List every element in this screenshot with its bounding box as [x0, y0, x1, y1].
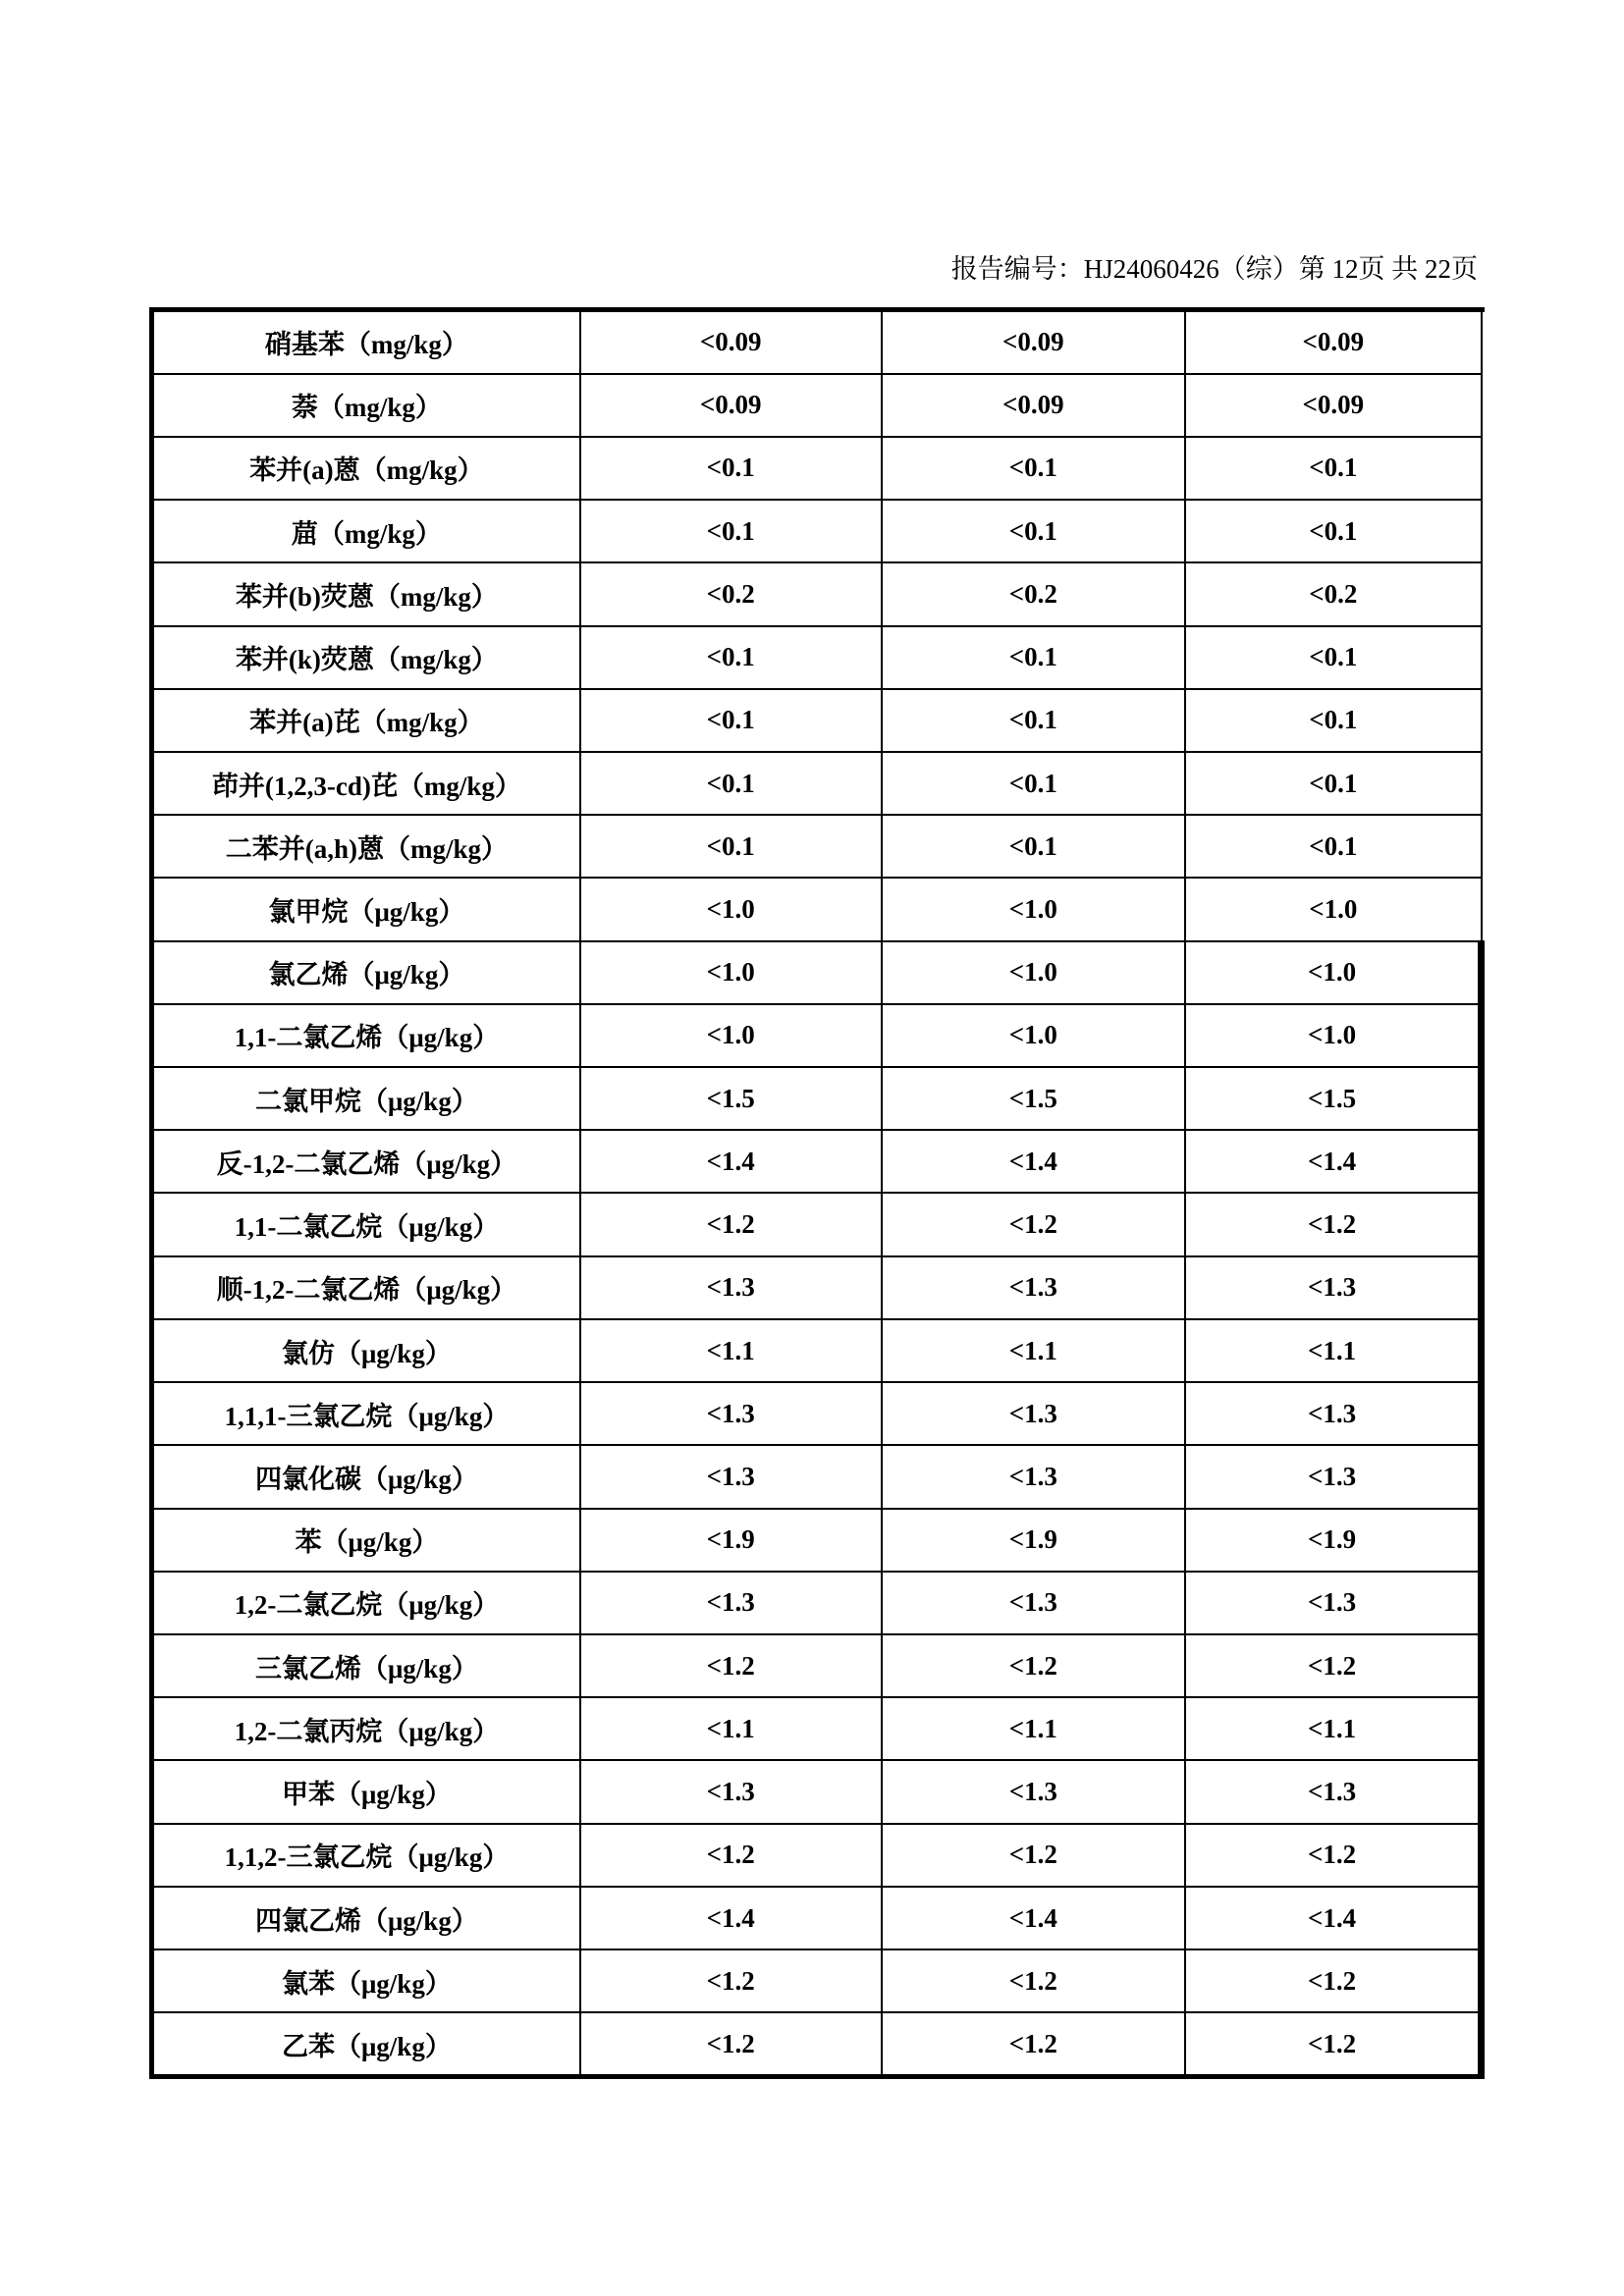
result-value-cell: <0.1 [1185, 500, 1481, 562]
result-value-cell: <0.1 [580, 689, 882, 752]
table-row [154, 1382, 1482, 1445]
result-value-cell: <1.2 [580, 1193, 882, 1255]
table-row [154, 815, 1482, 878]
result-value-cell: <0.09 [580, 374, 882, 437]
result-value-cell: <1.3 [882, 1445, 1185, 1508]
result-value-cell: <1.2 [580, 2012, 882, 2074]
analyte-name-cell: 反-1,2-二氯乙烯（μg/kg） [154, 1130, 580, 1193]
analyte-name-cell: 二苯并(a,h)蒽（mg/kg） [154, 815, 580, 878]
table-row [154, 1572, 1482, 1634]
result-value-cell: <1.2 [882, 1949, 1185, 2012]
result-value-cell: <0.1 [1185, 752, 1481, 815]
result-value-cell: <0.2 [882, 562, 1185, 625]
result-value-cell: <1.2 [882, 1634, 1185, 1697]
table-row [154, 1193, 1482, 1255]
results-table [149, 307, 1485, 2079]
result-value-cell: <1.0 [580, 1004, 882, 1067]
result-value-cell: <0.09 [882, 374, 1185, 437]
result-value-cell: <1.3 [1185, 1572, 1481, 1634]
table-row [154, 1067, 1482, 1130]
table-row [154, 626, 1482, 689]
result-value-cell: <1.4 [882, 1887, 1185, 1949]
result-value-cell: <1.9 [1185, 1509, 1481, 1572]
table-row [154, 1634, 1482, 1697]
analyte-name-cell: 苯并(b)荧蒽（mg/kg） [154, 562, 580, 625]
result-value-cell: <1.2 [1185, 1634, 1481, 1697]
result-value-cell: <1.3 [1185, 1256, 1481, 1319]
result-value-cell: <1.0 [882, 878, 1185, 940]
table-row [154, 1004, 1482, 1067]
analyte-name-cell: 氯苯（μg/kg） [154, 1949, 580, 2012]
result-value-cell: <0.1 [580, 752, 882, 815]
result-value-cell: <1.1 [882, 1697, 1185, 1760]
result-value-cell: <1.3 [580, 1256, 882, 1319]
result-value-cell: <1.1 [882, 1319, 1185, 1382]
result-value-cell: <0.09 [882, 312, 1185, 374]
result-value-cell: <0.2 [580, 562, 882, 625]
table-row [154, 500, 1482, 562]
result-value-cell: <0.1 [1185, 437, 1481, 500]
analyte-name-cell: 1,1-二氯乙烯（μg/kg） [154, 1004, 580, 1067]
page-header [149, 247, 1478, 286]
analyte-name-cell: 甲苯（μg/kg） [154, 1760, 580, 1823]
analyte-name-cell: 茚并(1,2,3-cd)芘（mg/kg） [154, 752, 580, 815]
table-row [154, 374, 1482, 437]
table-row [154, 941, 1482, 1004]
table-row [154, 1697, 1482, 1760]
result-value-cell: <0.09 [1185, 312, 1481, 374]
result-value-cell: <1.2 [1185, 1949, 1481, 2012]
result-value-cell: <1.2 [1185, 1824, 1481, 1887]
analyte-name-cell: 四氯化碳（μg/kg） [154, 1445, 580, 1508]
analyte-name-cell: 苯（μg/kg） [154, 1509, 580, 1572]
result-value-cell: <1.3 [580, 1445, 882, 1508]
analyte-name-cell: 二氯甲烷（μg/kg） [154, 1067, 580, 1130]
result-value-cell: <1.2 [882, 1824, 1185, 1887]
result-value-cell: <0.1 [1185, 626, 1481, 689]
analyte-name-cell: 三氯乙烯（μg/kg） [154, 1634, 580, 1697]
result-value-cell: <1.1 [1185, 1319, 1481, 1382]
analyte-name-cell: 萘（mg/kg） [154, 374, 580, 437]
result-value-cell: <1.0 [1185, 878, 1481, 940]
analyte-name-cell: 1,2-二氯乙烷（μg/kg） [154, 1572, 580, 1634]
result-value-cell: <1.9 [882, 1509, 1185, 1572]
result-value-cell: <1.3 [882, 1760, 1185, 1823]
result-value-cell: <1.3 [882, 1256, 1185, 1319]
result-value-cell: <0.2 [1185, 562, 1481, 625]
result-value-cell: <0.1 [882, 815, 1185, 878]
result-value-cell: <0.1 [1185, 689, 1481, 752]
table-row [154, 878, 1482, 940]
analyte-name-cell: 氯仿（μg/kg） [154, 1319, 580, 1382]
result-value-cell: <1.3 [580, 1760, 882, 1823]
result-value-cell: <1.3 [882, 1382, 1185, 1445]
result-value-cell: <1.0 [882, 1004, 1185, 1067]
result-value-cell: <0.1 [580, 815, 882, 878]
result-value-cell: <0.1 [882, 752, 1185, 815]
table-row [154, 437, 1482, 500]
result-value-cell: <1.1 [1185, 1697, 1481, 1760]
analyte-name-cell: 硝基苯（mg/kg） [154, 312, 580, 374]
result-value-cell: <1.2 [882, 1193, 1185, 1255]
table-row [154, 2012, 1482, 2074]
result-value-cell: <1.2 [1185, 2012, 1481, 2074]
result-value-cell: <1.0 [882, 941, 1185, 1004]
result-value-cell: <1.0 [580, 878, 882, 940]
results-table-body [154, 312, 1482, 2074]
analyte-name-cell: 苯并(a)芘（mg/kg） [154, 689, 580, 752]
result-value-cell: <1.4 [580, 1130, 882, 1193]
result-value-cell: <1.3 [1185, 1445, 1481, 1508]
result-value-cell: <1.2 [580, 1824, 882, 1887]
result-value-cell: <1.2 [580, 1634, 882, 1697]
result-value-cell: <1.9 [580, 1509, 882, 1572]
table-row [154, 1509, 1482, 1572]
result-value-cell: <1.2 [1185, 1193, 1481, 1255]
result-value-cell: <1.5 [882, 1067, 1185, 1130]
result-value-cell: <0.1 [580, 626, 882, 689]
result-value-cell: <1.1 [580, 1697, 882, 1760]
result-value-cell: <0.1 [882, 689, 1185, 752]
result-value-cell: <1.1 [580, 1319, 882, 1382]
analyte-name-cell: 1,2-二氯丙烷（μg/kg） [154, 1697, 580, 1760]
result-value-cell: <1.4 [882, 1130, 1185, 1193]
table-row [154, 1887, 1482, 1949]
result-value-cell: <0.1 [882, 626, 1185, 689]
analyte-name-cell: 1,1,1-三氯乙烷（μg/kg） [154, 1382, 580, 1445]
result-value-cell: <1.3 [580, 1382, 882, 1445]
result-value-cell: <1.3 [1185, 1382, 1481, 1445]
table-row [154, 689, 1482, 752]
table-row [154, 1949, 1482, 2012]
result-value-cell: <0.09 [1185, 374, 1481, 437]
result-value-cell: <0.1 [580, 500, 882, 562]
result-value-cell: <1.0 [1185, 941, 1481, 1004]
table-row [154, 562, 1482, 625]
analyte-name-cell: 1,1-二氯乙烷（μg/kg） [154, 1193, 580, 1255]
table-row [154, 1256, 1482, 1319]
analyte-name-cell: 顺-1,2-二氯乙烯（μg/kg） [154, 1256, 580, 1319]
table-row [154, 752, 1482, 815]
result-value-cell: <0.1 [580, 437, 882, 500]
analyte-name-cell: 乙苯（μg/kg） [154, 2012, 580, 2074]
result-value-cell: <0.1 [882, 500, 1185, 562]
result-value-cell: <0.09 [580, 312, 882, 374]
result-value-cell: <1.2 [882, 2012, 1185, 2074]
result-value-cell: <1.5 [580, 1067, 882, 1130]
table-row [154, 312, 1482, 374]
table-row [154, 1824, 1482, 1887]
result-value-cell: <1.0 [1185, 1004, 1481, 1067]
table-row [154, 1319, 1482, 1382]
report-number-text: 报告编号：HJ24060426（综）第 12页 共 22页 [950, 254, 1478, 284]
analyte-name-cell: 1,1,2-三氯乙烷（μg/kg） [154, 1824, 580, 1887]
result-value-cell: <1.2 [580, 1949, 882, 2012]
result-value-cell: <0.1 [1185, 815, 1481, 878]
analyte-name-cell: 苯并(a)蒽（mg/kg） [154, 437, 580, 500]
result-value-cell: <1.3 [580, 1572, 882, 1634]
result-value-cell: <1.4 [1185, 1130, 1481, 1193]
result-value-cell: <1.3 [1185, 1760, 1481, 1823]
table-row [154, 1760, 1482, 1823]
analyte-name-cell: 苯并(k)荧蒽（mg/kg） [154, 626, 580, 689]
result-value-cell: <1.4 [1185, 1887, 1481, 1949]
analyte-results-table [154, 312, 1485, 2074]
analyte-name-cell: 氯甲烷（μg/kg） [154, 878, 580, 940]
result-value-cell: <1.0 [580, 941, 882, 1004]
analyte-name-cell: 四氯乙烯（μg/kg） [154, 1887, 580, 1949]
analyte-name-cell: 䓛（mg/kg） [154, 500, 580, 562]
result-value-cell: <1.5 [1185, 1067, 1481, 1130]
result-value-cell: <1.3 [882, 1572, 1185, 1634]
analyte-name-cell: 氯乙烯（μg/kg） [154, 941, 580, 1004]
table-row [154, 1445, 1482, 1508]
result-value-cell: <0.1 [882, 437, 1185, 500]
result-value-cell: <1.4 [580, 1887, 882, 1949]
table-row [154, 1130, 1482, 1193]
